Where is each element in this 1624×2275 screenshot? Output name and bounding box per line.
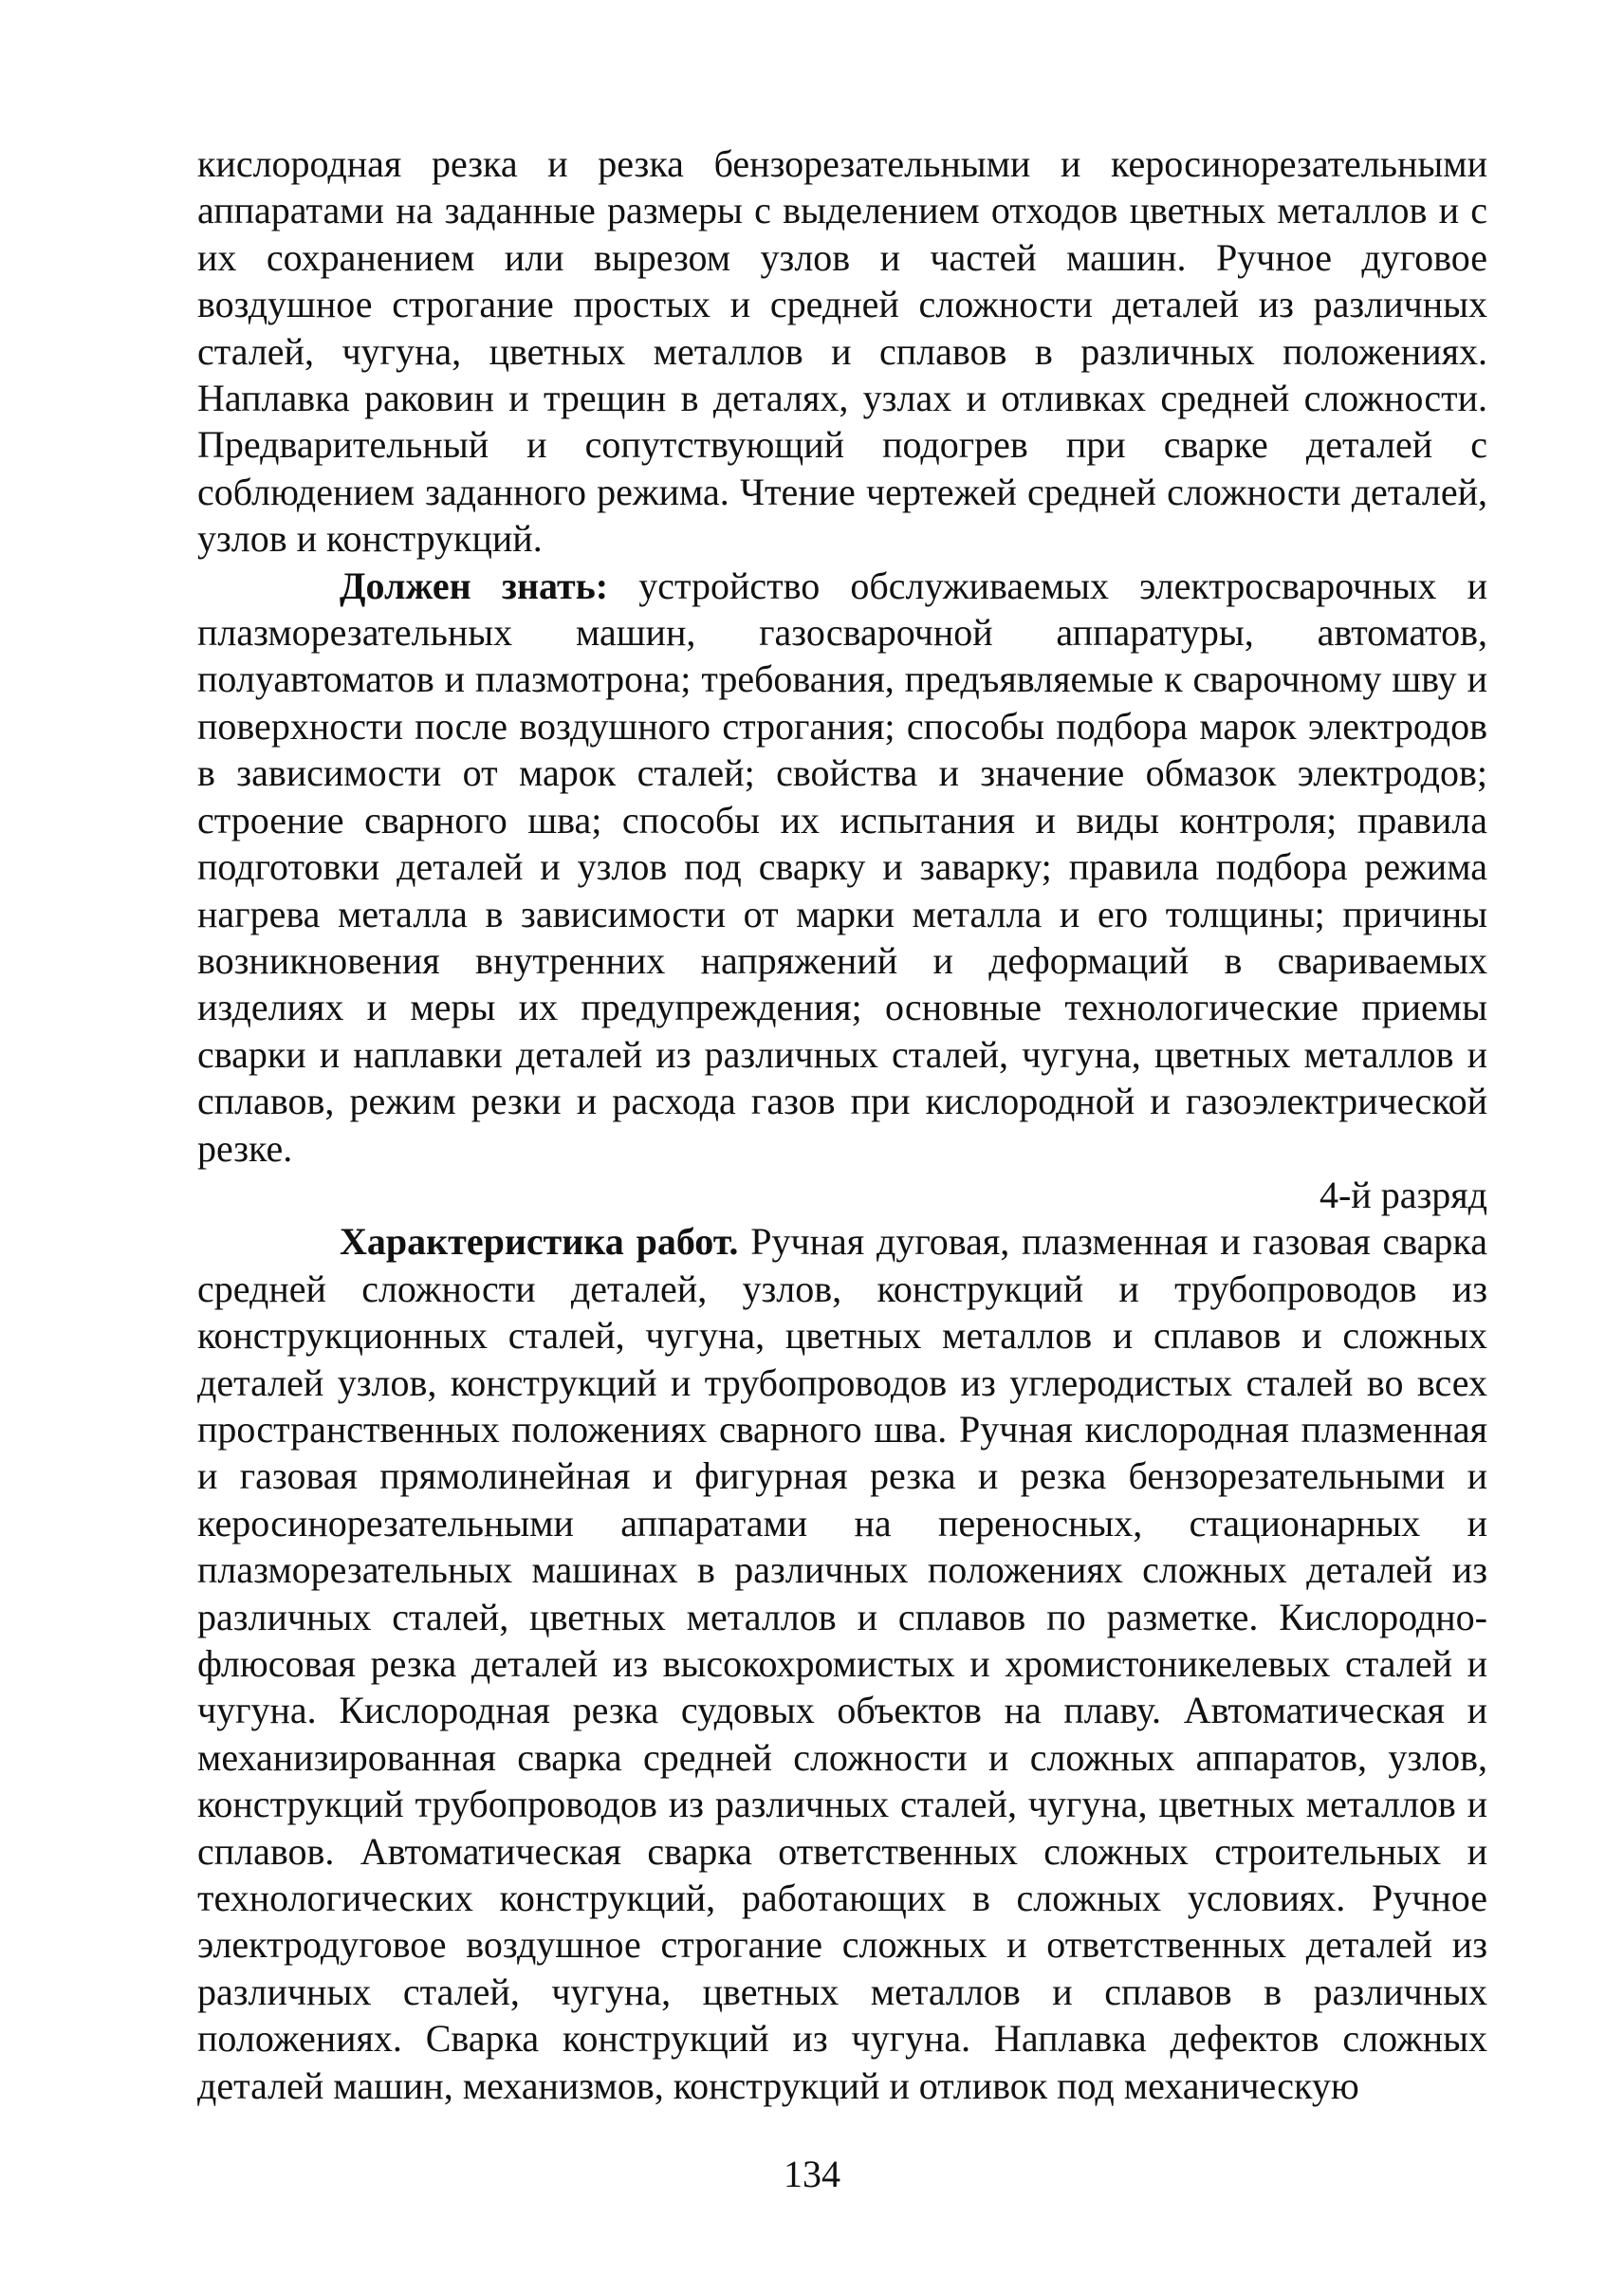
rank-heading: 4-й разряд: [1319, 1173, 1487, 1216]
paragraph-work-characteristics: [197, 1218, 1487, 2109]
paragraph-continuation: кислородная резка и резка бензорезательными и керосинорезательными аппаратами на заданные размеры с выделением отходов цветных металлов и с их сохранением или вырезом узлов и частей машин. Ручное дуговое воздушное строгание простых и средней сложности деталей из различных сталей, чугуна, цветных металлов и сплавов в различных положениях. Наплавка раковин и трещин в деталях, узлах и отливках средней сложности. Предварительный и сопутствующий подогрев при сварке деталей с соблюдением заданного режима. Чтение чертежей средней сложности деталей, узлов и конструкций.: [197, 142, 1487, 561]
work-characteristics-label: Характеристика работ.: [340, 1220, 739, 1264]
work-characteristics-text: Ручная дуговая, плазменная и газовая сварка средней сложности деталей, узлов, конструкций и трубопроводов из конструкционных сталей, чугуна, цветных металлов и сплавов и сложных деталей узлов, конструкций и трубопроводов из углеродистых сталей во всех пространственных положениях сварного шва. Ручная кислородная плазменная и газовая прямолинейная и фигурная резка и резка бензорезательными и керосинорезательными аппаратами на переносных, стационарных и плазморезательных машинах в различных положениях сложных деталей из различных сталей, цветных металлов и сплавов по разметке. Кислородно-флюсовая резка деталей из высокохромистых и хромистоникелевых сталей и чугуна. Кислородная резка судовых объектов на плаву. Автоматическая и механизированная сварка средней сложности и сложных аппаратов, узлов, конструкций трубопроводов из различных сталей, чугуна, цветных металлов и сплавов. Автоматическая сварка ответственных сложных строительных и технологических конструкций, работающих в сложных условиях. Ручное электродуговое воздушное строгание сложных и ответственных деталей из различных сталей, чугуна, цветных металлов и сплавов в различных положениях. Сварка конструкций из чугуна. Наплавка дефектов сложных деталей машин, механизмов, конструкций и отливок под механическую: [197, 1220, 1487, 2107]
page-number: 134: [784, 2153, 840, 2195]
must-know-text: устройство обслуживаемых электросварочных и плазморезательных машин, газосварочной аппаратуры, автоматов, полуавтоматов и плазмотрона; требования, предъявляемые к сварочному шву и поверхности после воздушного строгания; способы подбора марок электродов в зависимости от марок сталей; свойства и значение обмазок электродов; строение сварного шва; способы их испытания и виды контроля; правила подготовки деталей и узлов под сварку и заварку; правила подбора режима нагрева металла в зависимости от марки металла и его толщины; причины возникновения внутренних напряжений и деформаций в свариваемых изделиях и меры их предупреждения; основные технологические приемы сварки и наплавки деталей из различных сталей, чугуна, цветных металлов и сплавов, режим резки и расхода газов при кислородной и газоэлектрической резке.: [197, 564, 1487, 1170]
paragraph-must-know: [197, 563, 1487, 1172]
text-body: [197, 140, 1487, 2109]
must-know-label: Должен знать:: [340, 564, 609, 607]
